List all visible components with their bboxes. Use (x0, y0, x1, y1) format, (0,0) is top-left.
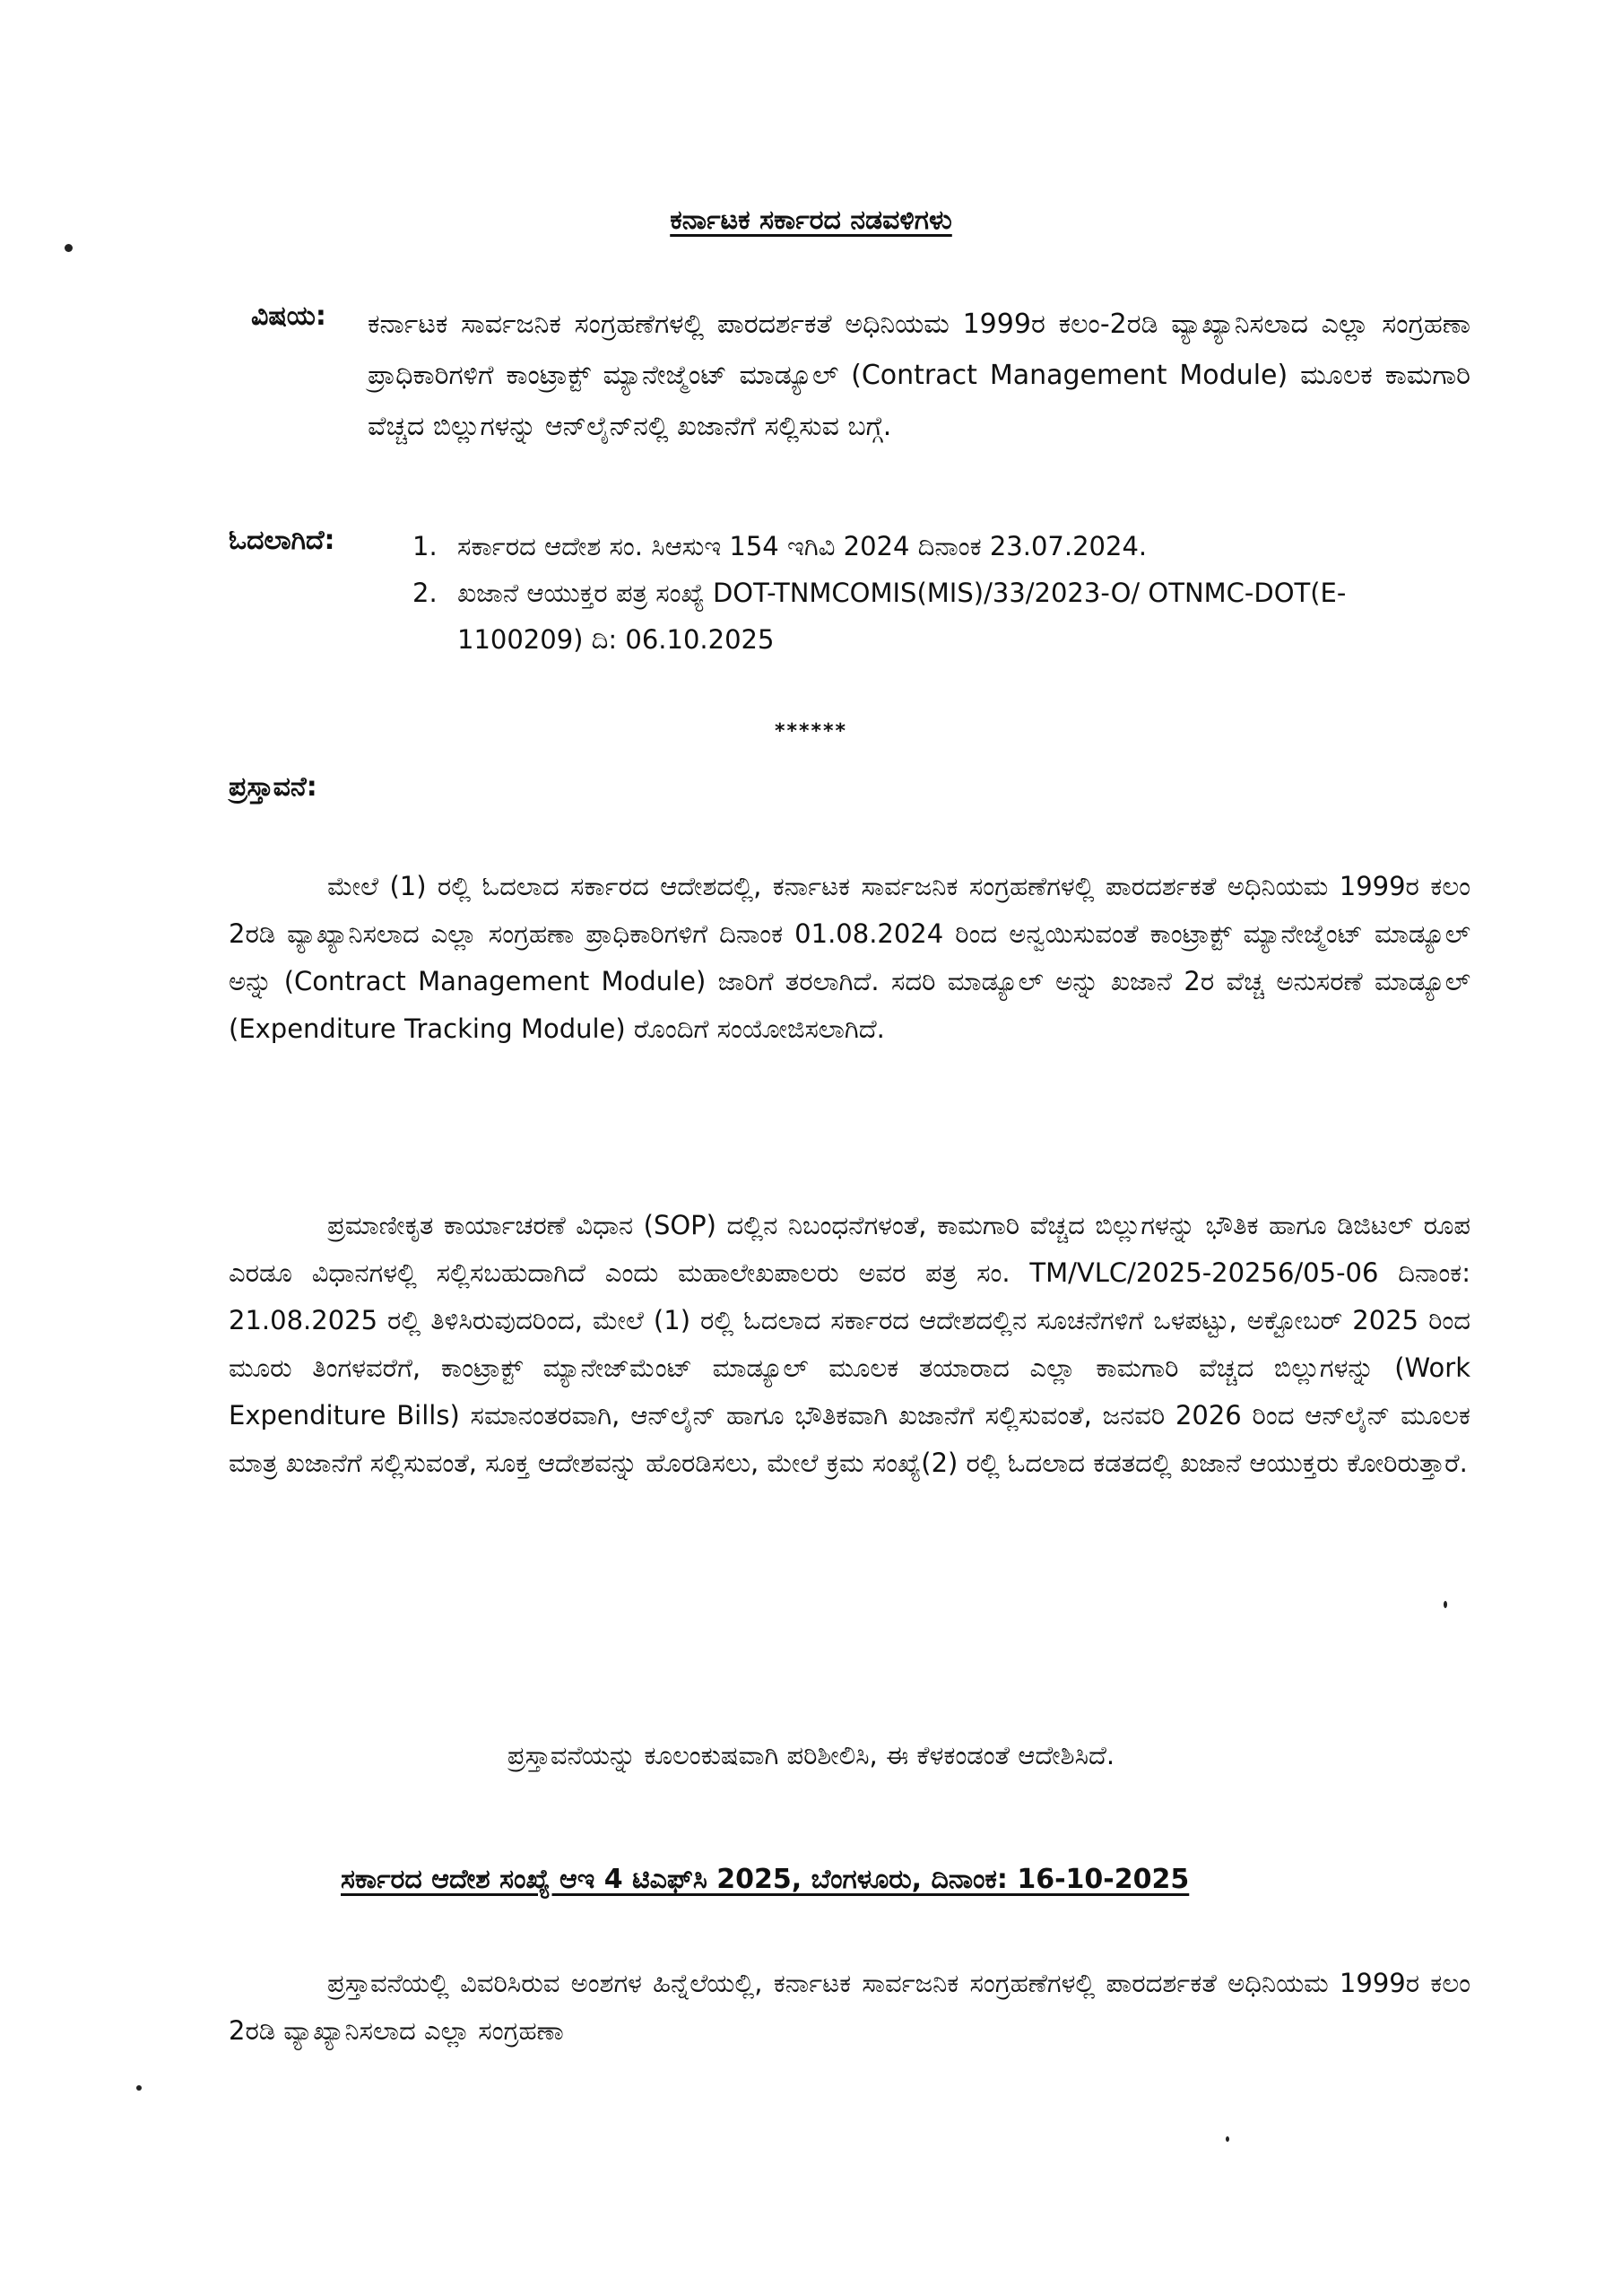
subject-label: ವಿಷಯ: (251, 300, 326, 332)
reference-item (412, 523, 1470, 570)
preamble-paragraph-1: ಮೇಲೆ (1) ರಲ್ಲಿ ಓದಲಾದ ಸರ್ಕಾರದ ಆದೇಶದಲ್ಲಿ, ಕರ್ನಾಟಕ ಸಾರ್ವಜನಿಕ ಸಂಗ್ರಹಣೆಗಳಲ್ಲಿ ಪಾರದರ್ಶಕತೆ ಅಧಿನಿಯಮ 1999ರ ಕಲಂ 2ರಡಿ ವ್ಯಾಖ್ಯಾನಿಸಲಾದ ಎಲ್ಲಾ ಸಂಗ್ರಹಣಾ ಪ್ರಾಧಿಕಾರಿಗಳಿಗೆ ದಿನಾಂಕ 01.08.2024 ರಿಂದ ಅನ್ವಯಿಸುವಂತೆ ಕಾಂಟ್ರಾಕ್ಟ್ ಮ್ಯಾನೇಜ್ಮೆಂಟ್ ಮಾಡ್ಯೂಲ್ ಅನ್ನು (Contract Management Module) ಜಾರಿಗೆ ತರಲಾಗಿದೆ. ಸದರಿ ಮಾಡ್ಯೂಲ್ ಅನ್ನು ಖಜಾನೆ 2ರ ವೆಚ್ಚ ಅನುಸರಣೆ ಮಾಡ್ಯೂಲ್ (Expenditure Tracking Module) ರೊಂದಿಗೆ ಸಂಯೋಜಿಸಲಾಗಿದೆ. (229, 871, 1470, 1044)
document-title: ಕರ್ನಾಟಕ ಸರ್ಕಾರದ ನಡವಳಿಗಳು (670, 204, 952, 236)
reference-number: 1. (412, 531, 438, 561)
scan-speck (1444, 1601, 1447, 1608)
read-label: ಓದಲಾಗಿದೆ: (229, 525, 335, 556)
scan-speck (65, 244, 73, 252)
preamble-label: ಪ್ರಸ್ತಾವನೆ: (229, 771, 317, 803)
section-separator: ****** (774, 720, 848, 743)
preamble-paragraph-2: ಪ್ರಮಾಣೀಕೃತ ಕಾರ್ಯಾಚರಣೆ ವಿಧಾನ (SOP) ದಲ್ಲಿನ ನಿಬಂಧನೆಗಳಂತೆ, ಕಾಮಗಾರಿ ವೆಚ್ಚದ ಬಿಲ್ಲುಗಳನ್ನು ಭೌತಿಕ ಹಾಗೂ ಡಿಜಿಟಲ್ ರೂಪ ಎರಡೂ ವಿಧಾನಗಳಲ್ಲಿ ಸಲ್ಲಿಸಬಹುದಾಗಿದೆ ಎಂದು ಮಹಾಲೇಖಪಾಲರು ಅವರ ಪತ್ರ ಸಂ. TM/VLC/2025-20256/05-06 ದಿನಾಂಕ: 21.08.2025 ರಲ್ಲಿ ತಿಳಿಸಿರುವುದರಿಂದ, ಮೇಲೆ (1) ರಲ್ಲಿ ಓದಲಾದ ಸರ್ಕಾರದ ಆದೇಶದಲ್ಲಿನ ಸೂಚನೆಗಳಿಗೆ ಒಳಪಟ್ಟು, ಅಕ್ಟೋಬರ್ 2025 ರಿಂದ ಮೂರು ತಿಂಗಳವರೆಗೆ, ಕಾಂಟ್ರಾಕ್ಟ್ ಮ್ಯಾನೇಜ್‌ಮೆಂಟ್ ಮಾಡ್ಯೂಲ್ ಮೂಲಕ ತಯಾರಾದ ಎಲ್ಲಾ ಕಾಮಗಾರಿ ವೆಚ್ಚದ ಬಿಲ್ಲುಗಳನ್ನು (Work Expenditure Bills) ಸಮಾನಂತರವಾಗಿ, ಆನ್‌ಲೈನ್ ಹಾಗೂ ಭೌತಿಕವಾಗಿ ಖಜಾನೆಗೆ ಸಲ್ಲಿಸುವಂತೆ, ಜನವರಿ 2026 ರಿಂದ ಆನ್‌ಲೈನ್ ಮೂಲಕ ಮಾತ್ರ ಖಜಾನೆಗೆ ಸಲ್ಲಿಸುವಂತೆ, ಸೂಕ್ತ ಆದೇಶವನ್ನು ಹೊರಡಿಸಲು, ಮೇಲೆ ಕ್ರಮ ಸಂಖ್ಯೆ(2) ರಲ್ಲಿ ಓದಲಾದ ಕಡತದಲ್ಲಿ ಖಜಾನೆ ಆಯುಕ್ತರು ಕೋರಿರುತ್ತಾರೆ. (229, 1210, 1470, 1478)
scan-speck (136, 2085, 142, 2091)
reference-item (412, 570, 1470, 663)
order-heading: ಸರ್ಕಾರದ ಆದೇಶ ಸಂಖ್ಯೆ ಆಇ 4 ಟಿಎಫ್‌ಸಿ 2025, ಬೆಂಗಳೂರು, ದಿನಾಂಕ: 16-10-2025 (341, 1864, 1190, 1895)
scan-speck (1226, 2136, 1229, 2142)
reference-list (412, 523, 1470, 663)
order-paragraph: ಪ್ರಸ್ತಾವನೆಯಲ್ಲಿ ವಿವರಿಸಿರುವ ಅಂಶಗಳ ಹಿನ್ನೆಲೆಯಲ್ಲಿ, ಕರ್ನಾಟಕ ಸಾರ್ವಜನಿಕ ಸಂಗ್ರಹಣೆಗಳಲ್ಲಿ ಪಾರದರ್ಶಕತೆ ಅಧಿನಿಯಮ 1999ರ ಕಲಂ 2ರಡಿ ವ್ಯಾಖ್ಯಾನಿಸಲಾದ ಎಲ್ಲಾ ಸಂಗ್ರಹಣಾ (229, 1968, 1470, 2046)
reference-number: 2. (412, 578, 438, 608)
subject-text: ಕರ್ನಾಟಕ ಸಾರ್ವಜನಿಕ ಸಂಗ್ರಹಣೆಗಳಲ್ಲಿ ಪಾರದರ್ಶಕತೆ ಅಧಿನಿಯಮ 1999ರ ಕಲಂ-2ರಡಿ ವ್ಯಾಖ್ಯಾನಿಸಲಾದ ಎಲ್ಲಾ ಸಂಗ್ರಹಣಾ ಪ್ರಾಧಿಕಾರಿಗಳಿಗೆ ಕಾಂಟ್ರಾಕ್ಟ್ ಮ್ಯಾನೇಜ್ಮೆಂಟ್ ಮಾಡ್ಯೂಲ್ (Contract Management Module) ಮೂಲಕ ಕಾಮಗಾರಿ ವೆಚ್ಚದ ಬಿಲ್ಲುಗಳನ್ನು ಆನ್‌ಲೈನ್‌ನಲ್ಲಿ ಖಜಾನೆಗೆ ಸಲ್ಲಿಸುವ ಬಗ್ಗೆ. (368, 309, 1470, 442)
closing-line: ಪ್ರಸ್ತಾವನೆಯನ್ನು ಕೂಲಂಕುಷವಾಗಿ ಪರಿಶೀಲಿಸಿ, ಈ ಕೆಳಕಂಡಂತೆ ಆದೇಶಿಸಿದೆ. (507, 1740, 1115, 1770)
reference-text: ಖಜಾನೆ ಆಯುಕ್ತರ ಪತ್ರ ಸಂಖ್ಯೆ DOT-TNMCOMIS(MIS)/33/2023-O/ OTNMC-DOT(E-1100209) ದಿ: 06.10.2025 (457, 578, 1347, 655)
reference-text: ಸರ್ಕಾರದ ಆದೇಶ ಸಂ. ಸಿಆಸುಇ 154 ಇಗಿವಿ 2024 ದಿನಾಂಕ 23.07.2024. (457, 531, 1148, 561)
